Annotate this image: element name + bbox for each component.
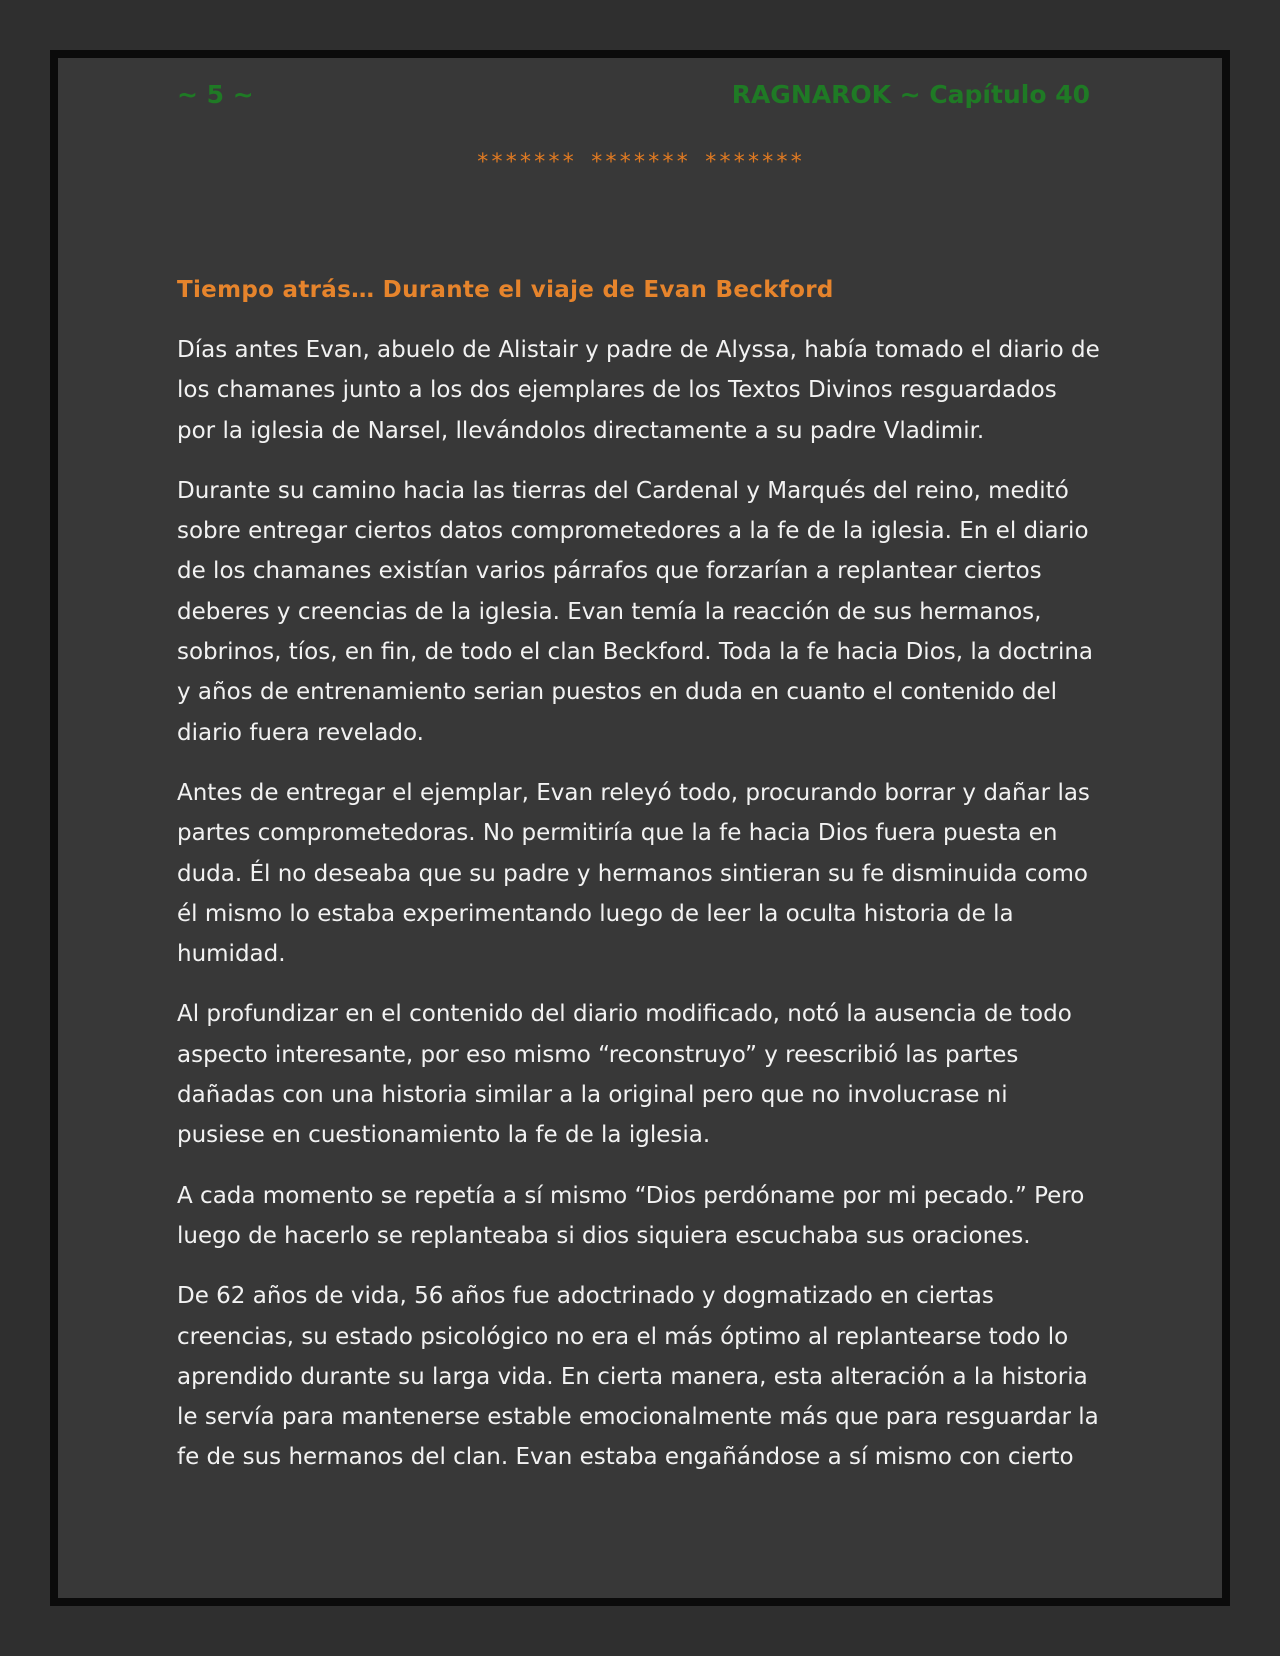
chapter-content (177, 270, 1102, 1498)
book-title: RAGNAROK ~ Capítulo 40 (731, 79, 1090, 109)
paragraph: A cada momento se repetía a sí mismo “Dios perdóname por mi pecado.” Pero luego de hacerlo se replanteaba si dios siquiera escuchaba sus oraciones. (177, 1182, 1085, 1249)
section-title: Tiempo atrás… Durante el viaje de Evan Beckford (177, 277, 834, 303)
page-number: ~ 5 ~ (177, 79, 254, 109)
paragraph: Días antes Evan, abuelo de Alistair y padre de Alyssa, había tomado el diario de los chamanes junto a los dos ejemplares de los Textos Divinos resguardados por la iglesia de Narsel, llevándolos directamente a su padre Vladimir. (177, 337, 1100, 444)
section-separator: ******* ******* ******* (476, 150, 804, 175)
page-header (177, 78, 1090, 110)
paragraph: Al profundizar en el contenido del diario modificado, notó la ausencia de todo aspecto interesante, por eso mismo “reconstruyo” y reescribió las partes dañadas con una historia similar a la original pero que no involucrase ni pusiese en cuestionamiento la fe de la iglesia. (177, 1001, 1072, 1149)
paragraph: De 62 años de vida, 56 años fue adoctrinado y dogmatizado en ciertas creencias, su estado psicológico no era el más óptimo al replantearse todo lo aprendido durante su larga vida. En cierta manera, esta alteración a la historia le servía para mantenerse estable emocionalmente más que para resguardar la fe de sus hermanos del clan. Evan estaba engañándose a sí mismo con cierto (177, 1283, 1099, 1471)
paragraph: Antes de entregar el ejemplar, Evan releyó todo, procurando borrar y dañar las partes comprometedoras. No permitiría que la fe hacia Dios fuera puesta en duda. Él no deseaba que su padre y hermanos sintieran su fe disminuida como él mismo lo estaba experimentando luego de leer la oculta historia de la humidad. (177, 779, 1090, 968)
paragraph: Durante su camino hacia las tierras del Cardenal y Marqués del reino, meditó sobre entregar ciertos datos comprometedores a la fe de la iglesia. En el diario de los chamanes existían varios párrafos que forzarían a replantear ciertos deberes y creencias de la iglesia. Evan temía la reacción de sus hermanos, sobrinos, tíos, en fin, de todo el clan Beckford. Toda la fe hacia Dios, la doctrina y años de entrenamiento serian puestos en duda en cuanto el contenido del diario fuera revelado. (177, 477, 1094, 746)
